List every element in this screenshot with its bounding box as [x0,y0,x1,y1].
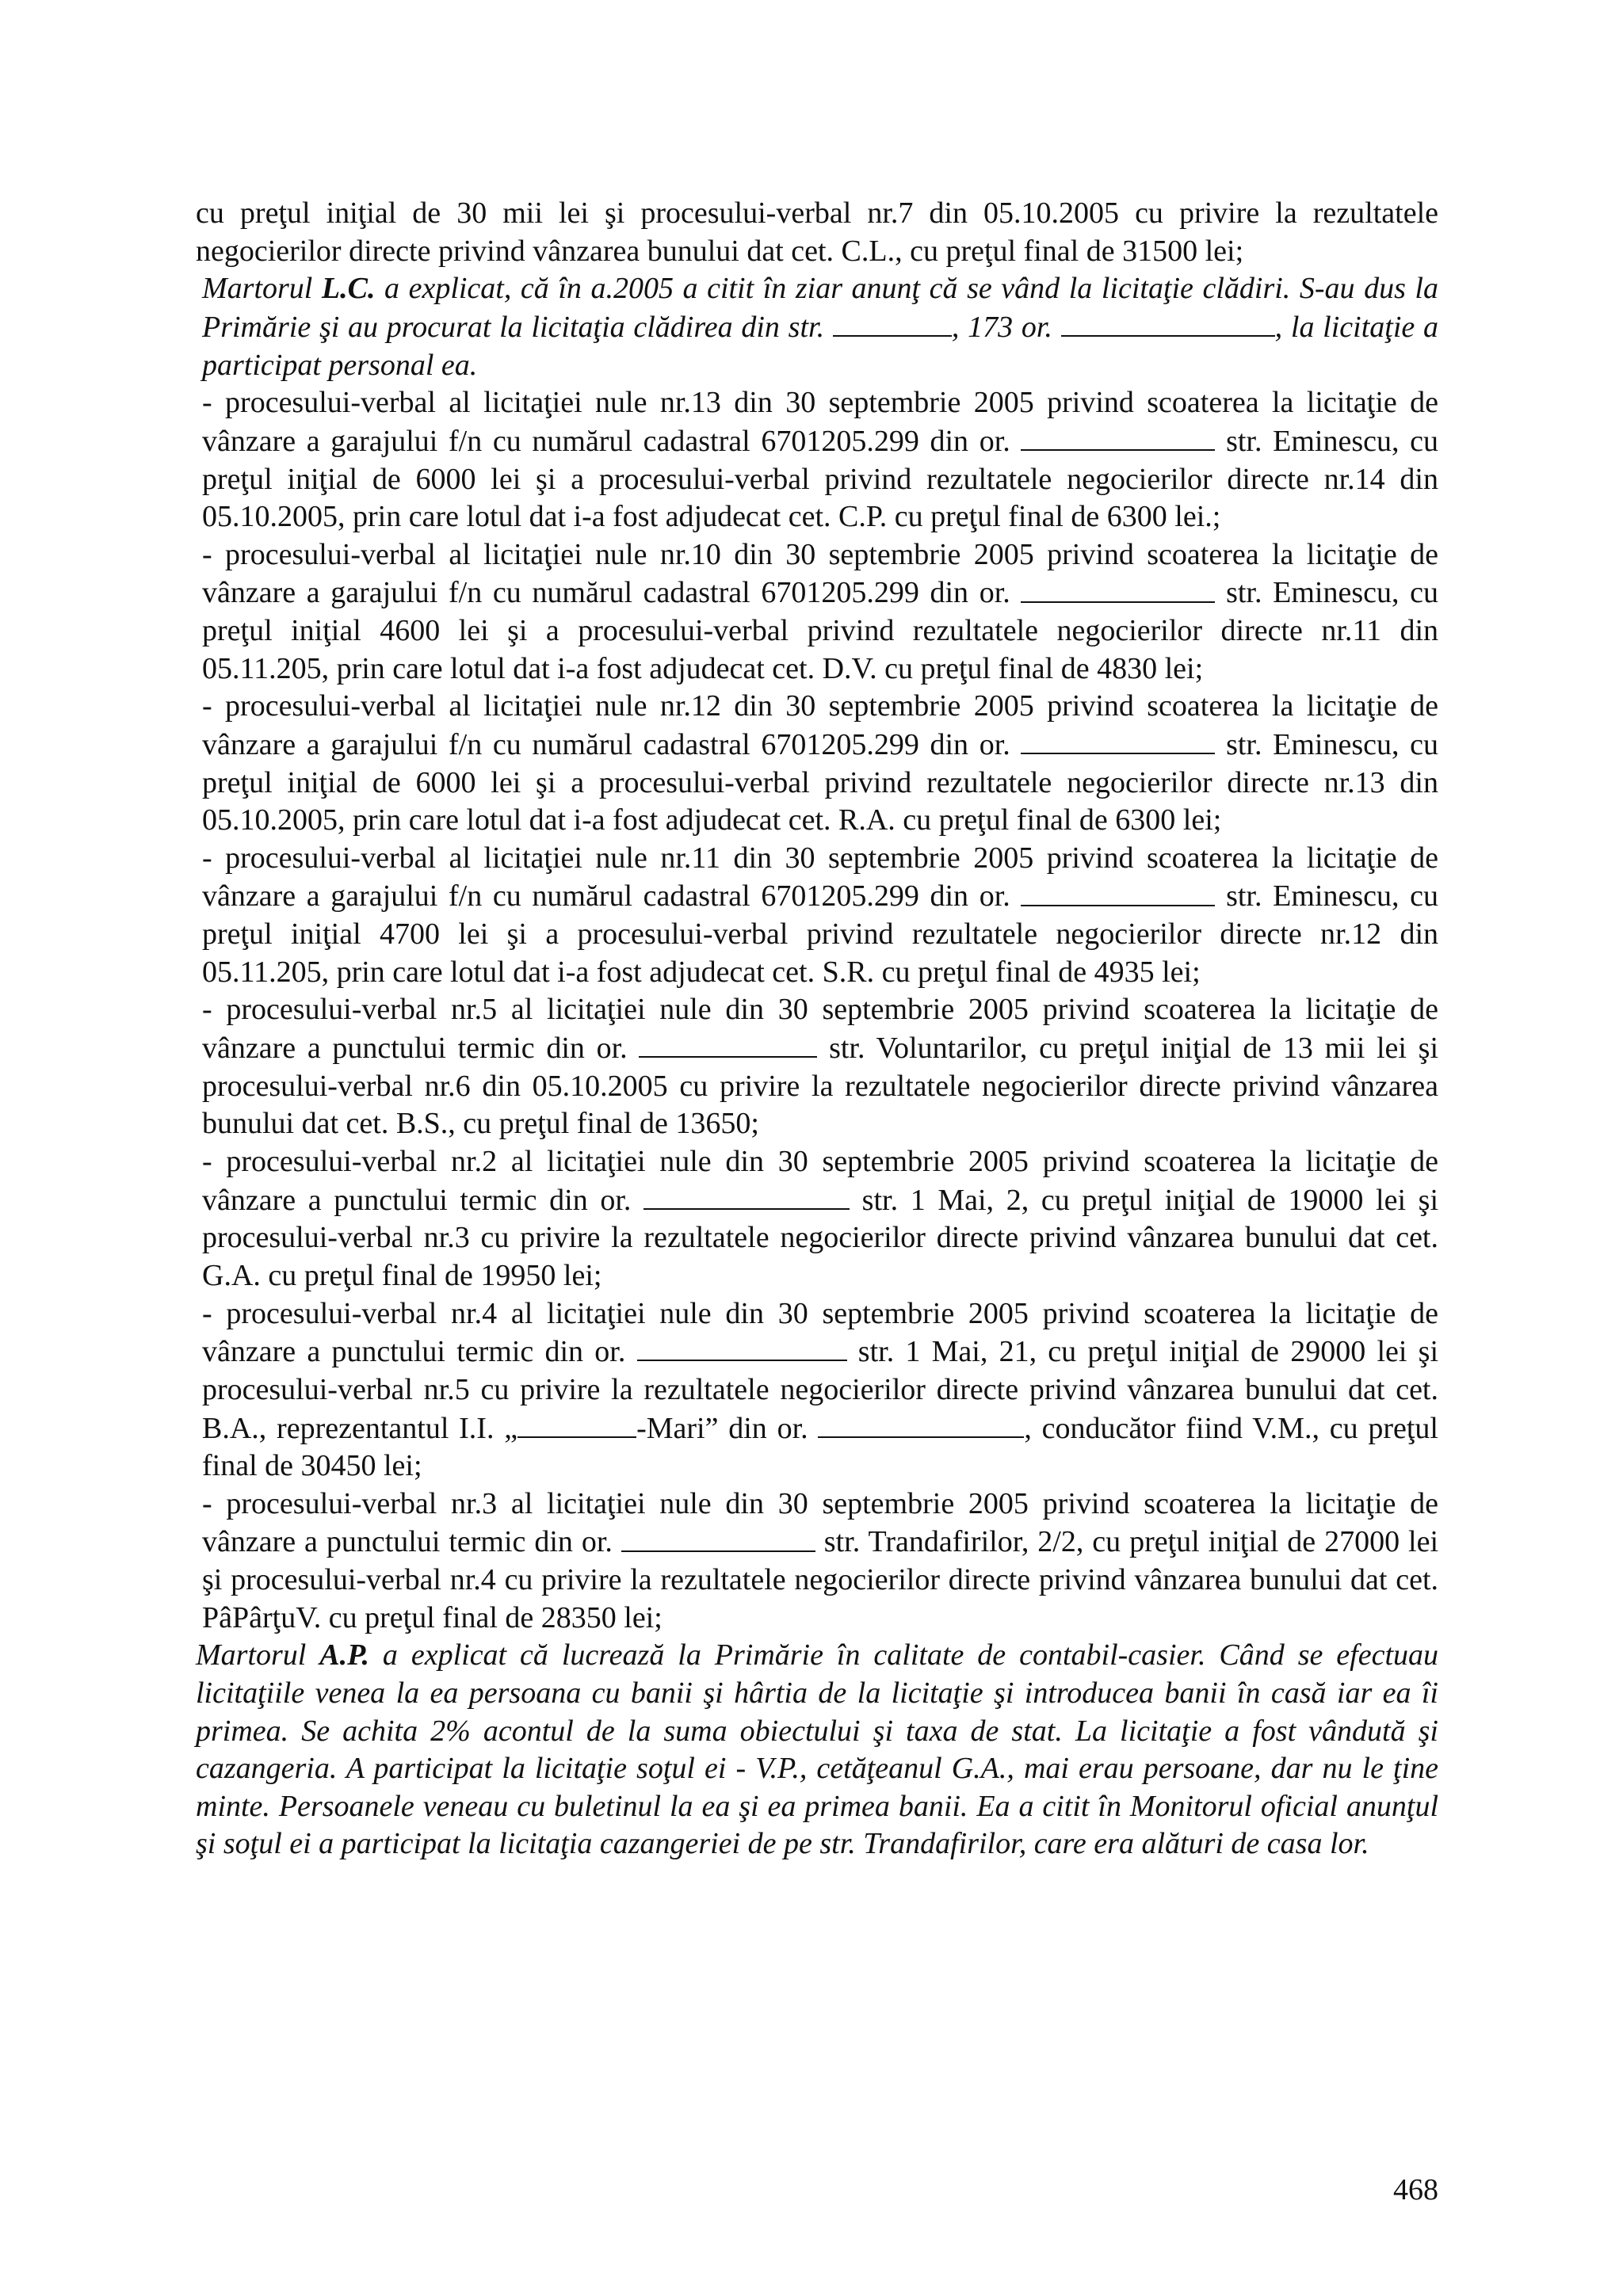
list-item-text-a: - procesului-verbal al licitaţiei nule nr.13 din 30 septembrie 2005 privind scoaterea la licitaţie de vânzare a garajului f/n cu numărul cadastral 6701205.299 din or. [202,386,1438,458]
paragraph-1 [196,195,1438,270]
witness-statement-lc [196,270,1438,384]
redacted-blank [621,1523,815,1551]
document-body [196,195,1438,1863]
list-item-text-d: , conducător fiind V.M., cu preţul final de 30450 lei; [202,1411,1438,1483]
list-item-text-a: - procesului-verbal nr.2 al licitaţiei nule din 30 septembrie 2005 privind scoaterea la licitaţie de vânzare a punctului termic din or. [202,1144,1438,1217]
redacted-blank [833,308,952,337]
witness-text-a: a explicat, că în a.2005 a citit în ziar anunţ că se vând la licitaţie clădiri. S-au dus la Primărie şi au procurat la licitaţia clădirea din str. [202,272,1438,344]
witness-name-ap: A.P. [319,1638,369,1672]
page-number: 468 [1393,2173,1438,2206]
witness-lead: Martorul [196,1638,320,1672]
witness-text-a: a explicat că lucrează la Primărie în calitate de contabil-casier. Când se efectuau licitaţiile venea la ea persoana cu banii şi hârtia de la licitaţie şi introducea banii în casă iar ea îi primea. Se achita 2% acontul de la suma obiectului şi taxa de stat. La licitaţie a fost vândută şi cazangeria. A participat la licitaţie soţul ei - V.P., cetăţeanul G.A., mai erau persoane, dar nu le ţine minte. Persoanele veneau cu buletinul la ea şi ea primea banii. Ea a citit în Monitorul oficial anunţul şi soţul ei a participat la licitaţia cazangeriei de pe str. Trandafirilor, care era alături de casa lor. [196,1638,1438,1861]
list-item-garage-nr12 [196,688,1438,840]
redacted-blank [1061,308,1275,337]
redacted-blank [639,1029,817,1058]
list-item-text-c: -Mari” din or. [636,1411,819,1445]
witness-statement-ap [196,1637,1438,1863]
witness-text-b: , 173 or. [951,310,1061,344]
paragraph-1-text: cu preţul iniţial de 30 mii lei şi procesului-verbal nr.7 din 05.10.2005 cu privire la rezultatele negocierilor directe privind vânzarea bunului dat cet. C.L., cu preţul final de 31500 lei; [196,196,1438,268]
list-item-thermal-point-nr5 [196,991,1438,1143]
list-item-text-a: - procesului-verbal nr.5 al licitaţiei nule din 30 septembrie 2005 privind scoaterea la licitaţie de vânzare a punctului termic din or. [202,993,1438,1066]
redacted-blank [1021,574,1215,602]
list-item-garage-nr11 [196,840,1438,992]
list-item-text-b: str. Eminescu, cu preţul iniţial de 6000 lei şi a procesului-verbal privind rezultatele negocierilor directe nr.14 din 05.10.2005, prin care lotul dat i-a fost adjudecat cet. C.P. cu preţul final de 6300 lei.; [202,424,1438,534]
list-item-garage-nr13 [196,384,1438,536]
witness-text-c: , la licitaţie a participat personal ea. [202,310,1439,382]
list-item-text-a: - procesului-verbal al licitaţiei nule nr.12 din 30 septembrie 2005 privind scoaterea la licitaţie de vânzare a garajului f/n cu numărul cadastral 6701205.299 din or. [202,689,1438,762]
list-item-text-b: str. Eminescu, cu preţul iniţial de 6000 lei şi a procesului-verbal privind rezultatele negocierilor directe nr.13 din 05.10.2005, prin care lotul dat i-a fost adjudecat cet. R.A. cu preţul final de 6300 lei; [202,728,1438,837]
list-item-thermal-point-nr3 [196,1486,1438,1638]
list-item-text-b: str. Eminescu, cu preţul iniţial 4600 lei şi a procesului-verbal privind rezultatele negocierilor directe nr.11 din 05.11.205, prin care lotul dat i-a fost adjudecat cet. D.V. cu preţul final de 4830 lei; [202,576,1438,685]
witness-name-lc: L.C. [321,272,376,306]
redacted-blank [818,1409,1024,1438]
list-item-thermal-point-nr2 [196,1143,1438,1295]
list-item-text-a: - procesului-verbal al licitaţiei nule nr.11 din 30 septembrie 2005 privind scoaterea la licitaţie de vânzare a garajului f/n cu numărul cadastral 6701205.299 din or. [202,841,1438,913]
redacted-blank [643,1181,850,1210]
list-item-text-a: - procesului-verbal al licitaţiei nule nr.10 din 30 septembrie 2005 privind scoaterea la licitaţie de vânzare a garajului f/n cu numărul cadastral 6701205.299 din or. [202,537,1438,610]
list-item-text-b: str. Eminescu, cu preţul iniţial 4700 lei şi a procesului-verbal privind rezultatele negocierilor directe nr.12 din 05.11.205, prin care lotul dat i-a fost adjudecat cet. S.R. cu preţul final de 4935 lei; [202,879,1438,989]
list-item-text-a: - procesului-verbal nr.3 al licitaţiei nule din 30 septembrie 2005 privind scoaterea la licitaţie de vânzare a punctului termic din or. [202,1486,1438,1559]
list-item-text-b: str. Trandafirilor, 2/2, cu preţul iniţial de 27000 lei şi procesului-verbal nr.4 cu privire la rezultatele negocierilor directe privind vânzarea bunului dat cet. PâPârţuV. cu preţul final de 28350 lei; [202,1525,1438,1634]
redacted-blank [1021,726,1215,754]
redacted-blank [517,1409,636,1438]
witness-lead: Martorul [202,272,322,306]
list-item-text-a: - procesului-verbal nr.4 al licitaţiei nule din 30 septembrie 2005 privind scoaterea la licitaţie de vânzare a punctului termic din or. [202,1296,1438,1369]
list-item-text-b: str. Voluntarilor, cu preţul iniţial de 13 mii lei şi procesului-verbal nr.6 din 05.10.2005 cu privire la rezultatele negocierilor directe privind vânzarea bunului dat cet. B.S., cu preţul final de 13650; [202,1032,1438,1141]
list-item-text-b: str. 1 Mai, 21, cu preţul iniţial de 29000 lei şi procesului-verbal nr.5 cu privire la rezultatele negocierilor directe privind vânzarea bunului dat cet. B.A., reprezentantul I.I. „ [202,1335,1439,1445]
list-item-garage-nr10 [196,536,1438,688]
list-item-text-b: str. 1 Mai, 2, cu preţul iniţial de 19000 lei şi procesului-verbal nr.3 cu privire la rezultatele negocierilor directe privind vânzarea bunului dat cet. G.A. cu preţul final de 19950 lei; [202,1183,1439,1292]
redacted-blank [1021,422,1215,451]
list-item-thermal-point-nr4 [196,1295,1438,1486]
redacted-blank [637,1333,847,1361]
redacted-blank [1021,877,1215,906]
